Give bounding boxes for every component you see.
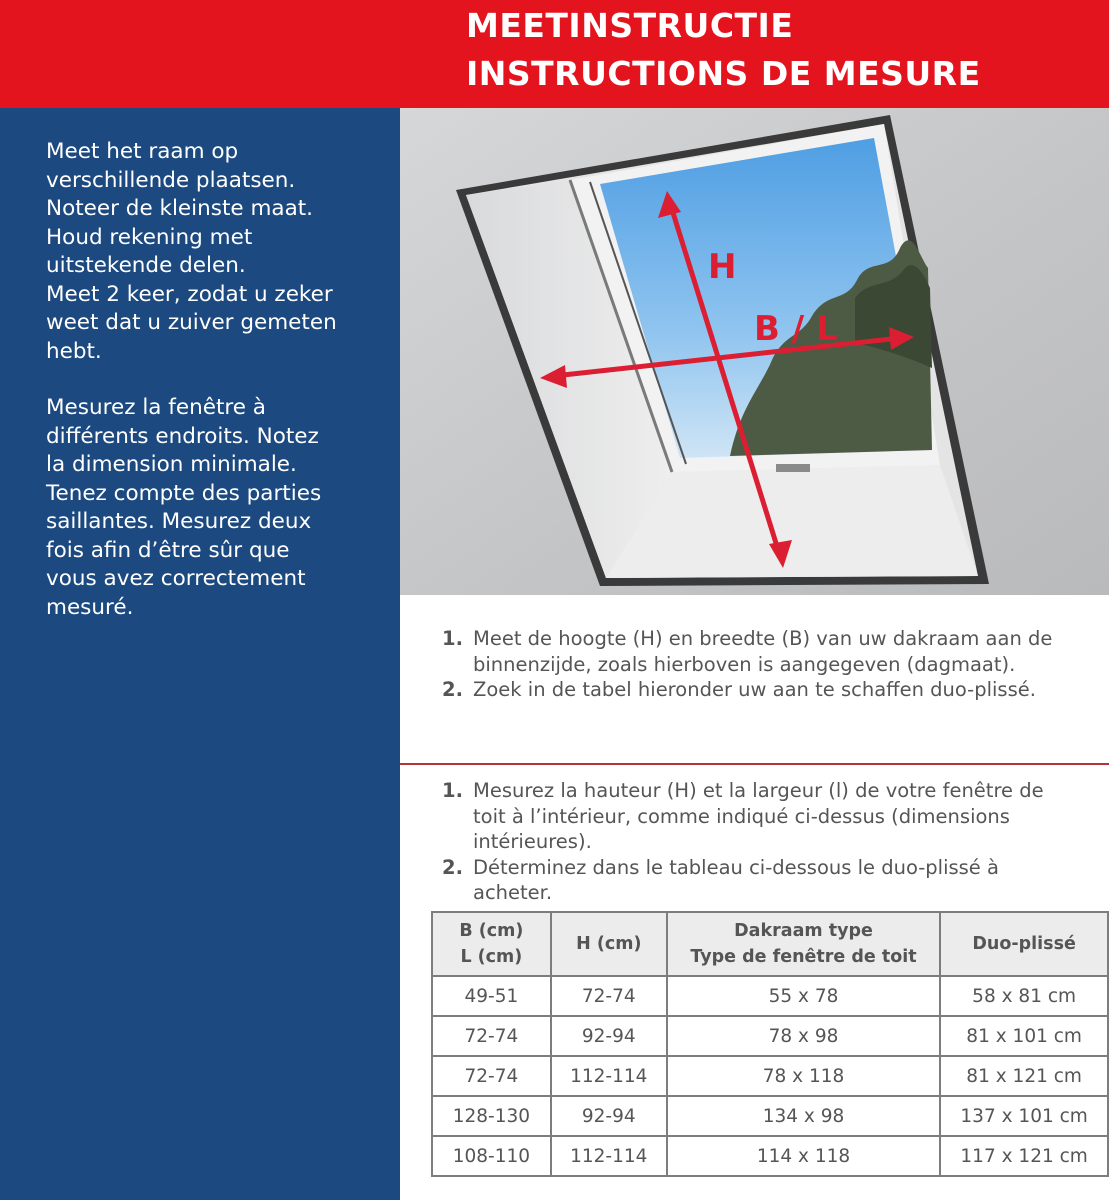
header-duo-plisse: Duo-plissé — [940, 912, 1108, 976]
title-dutch: MEETINSTRUCTIE — [466, 6, 794, 45]
step-text: Zoek in de tabel hieronder uw aan te schaffen duo-plissé. — [473, 678, 1036, 701]
sidebar-text-french: Mesurez la fenêtre à différents endroits. Notez la dimension minimale. Tenez compte des parties saillantes. Mesurez deux fois afin d’être sûr que vous avez correctement mesuré. — [46, 395, 322, 620]
section-divider — [400, 763, 1109, 765]
table-row — [432, 1016, 1108, 1056]
step-number: 2. — [442, 678, 463, 701]
cell-height: 72-74 — [551, 976, 667, 1016]
window-handle — [776, 464, 810, 472]
cell-window-type: 55 x 78 — [667, 976, 940, 1016]
step-item — [442, 855, 1082, 906]
steps-french — [442, 778, 1082, 906]
header-width — [432, 912, 551, 976]
instruction-sidebar — [0, 108, 400, 1200]
roof-window-photo — [400, 108, 1109, 595]
cell-height: 92-94 — [551, 1016, 667, 1056]
steps-dutch — [442, 626, 1082, 703]
step-item — [442, 626, 1082, 677]
cell-height: 112-114 — [551, 1056, 667, 1096]
step-text: Meet de hoogte (H) en breedte (B) van uw dakraam aan de binnenzijde, zoals hierboven is aangegeven (dagmaat). — [473, 627, 1053, 676]
cell-duo-plisse: 137 x 101 cm — [940, 1096, 1108, 1136]
step-text: Déterminez dans le tableau ci-dessous le duo-plissé à acheter. — [473, 855, 999, 904]
table-row — [432, 1056, 1108, 1096]
title-french: INSTRUCTIONS DE MESURE — [466, 54, 981, 93]
cell-duo-plisse: 58 x 81 cm — [940, 976, 1108, 1016]
step-number: 2. — [442, 855, 463, 879]
header-window-type — [667, 912, 940, 976]
cell-width: 49-51 — [432, 976, 551, 1016]
cell-duo-plisse: 117 x 121 cm — [940, 1136, 1108, 1176]
cell-window-type: 114 x 118 — [667, 1136, 940, 1176]
table-header-row — [432, 912, 1108, 976]
width-label: B / L — [754, 309, 838, 349]
cell-window-type: 78 x 118 — [667, 1056, 940, 1096]
cell-width: 72-74 — [432, 1016, 551, 1056]
step-number: 1. — [442, 779, 463, 802]
cell-width: 72-74 — [432, 1056, 551, 1096]
cell-duo-plisse: 81 x 121 cm — [940, 1056, 1108, 1096]
height-label: H — [708, 247, 737, 287]
header-height: H (cm) — [551, 912, 667, 976]
header-window-type-fr: Type de fenêtre de toit — [690, 947, 917, 967]
header-width-nl: B (cm) — [459, 921, 524, 941]
roof-window-illustration — [400, 108, 1109, 595]
table-row — [432, 1136, 1108, 1176]
header-window-type-nl: Dakraam type — [734, 921, 873, 941]
cell-window-type: 78 x 98 — [667, 1016, 940, 1056]
header-width-fr: L (cm) — [460, 947, 523, 967]
sidebar-text-dutch: Meet het raam op verschillende plaatsen. Noteer de kleinste maat. Houd rekening met uitstekende delen. Meet 2 keer, zodat u zeker weet dat u zuiver gemeten hebt. — [46, 139, 337, 364]
cell-duo-plisse: 81 x 101 cm — [940, 1016, 1108, 1056]
cell-width: 128-130 — [432, 1096, 551, 1136]
cell-height: 92-94 — [551, 1096, 667, 1136]
step-text: Mesurez la hauteur (H) et la largeur (l) de votre fenêtre de toit à l’intérieur, comme indiqué ci-dessus (dimensions intérieures). — [473, 779, 1044, 853]
step-number: 1. — [442, 627, 463, 650]
table-row — [432, 1096, 1108, 1136]
step-item — [442, 778, 1082, 855]
header-banner — [0, 0, 1109, 108]
size-table — [431, 911, 1109, 1177]
cell-height: 112-114 — [551, 1136, 667, 1176]
table-row — [432, 976, 1108, 1016]
cell-window-type: 134 x 98 — [667, 1096, 940, 1136]
cell-width: 108-110 — [432, 1136, 551, 1176]
step-item — [442, 677, 1082, 703]
